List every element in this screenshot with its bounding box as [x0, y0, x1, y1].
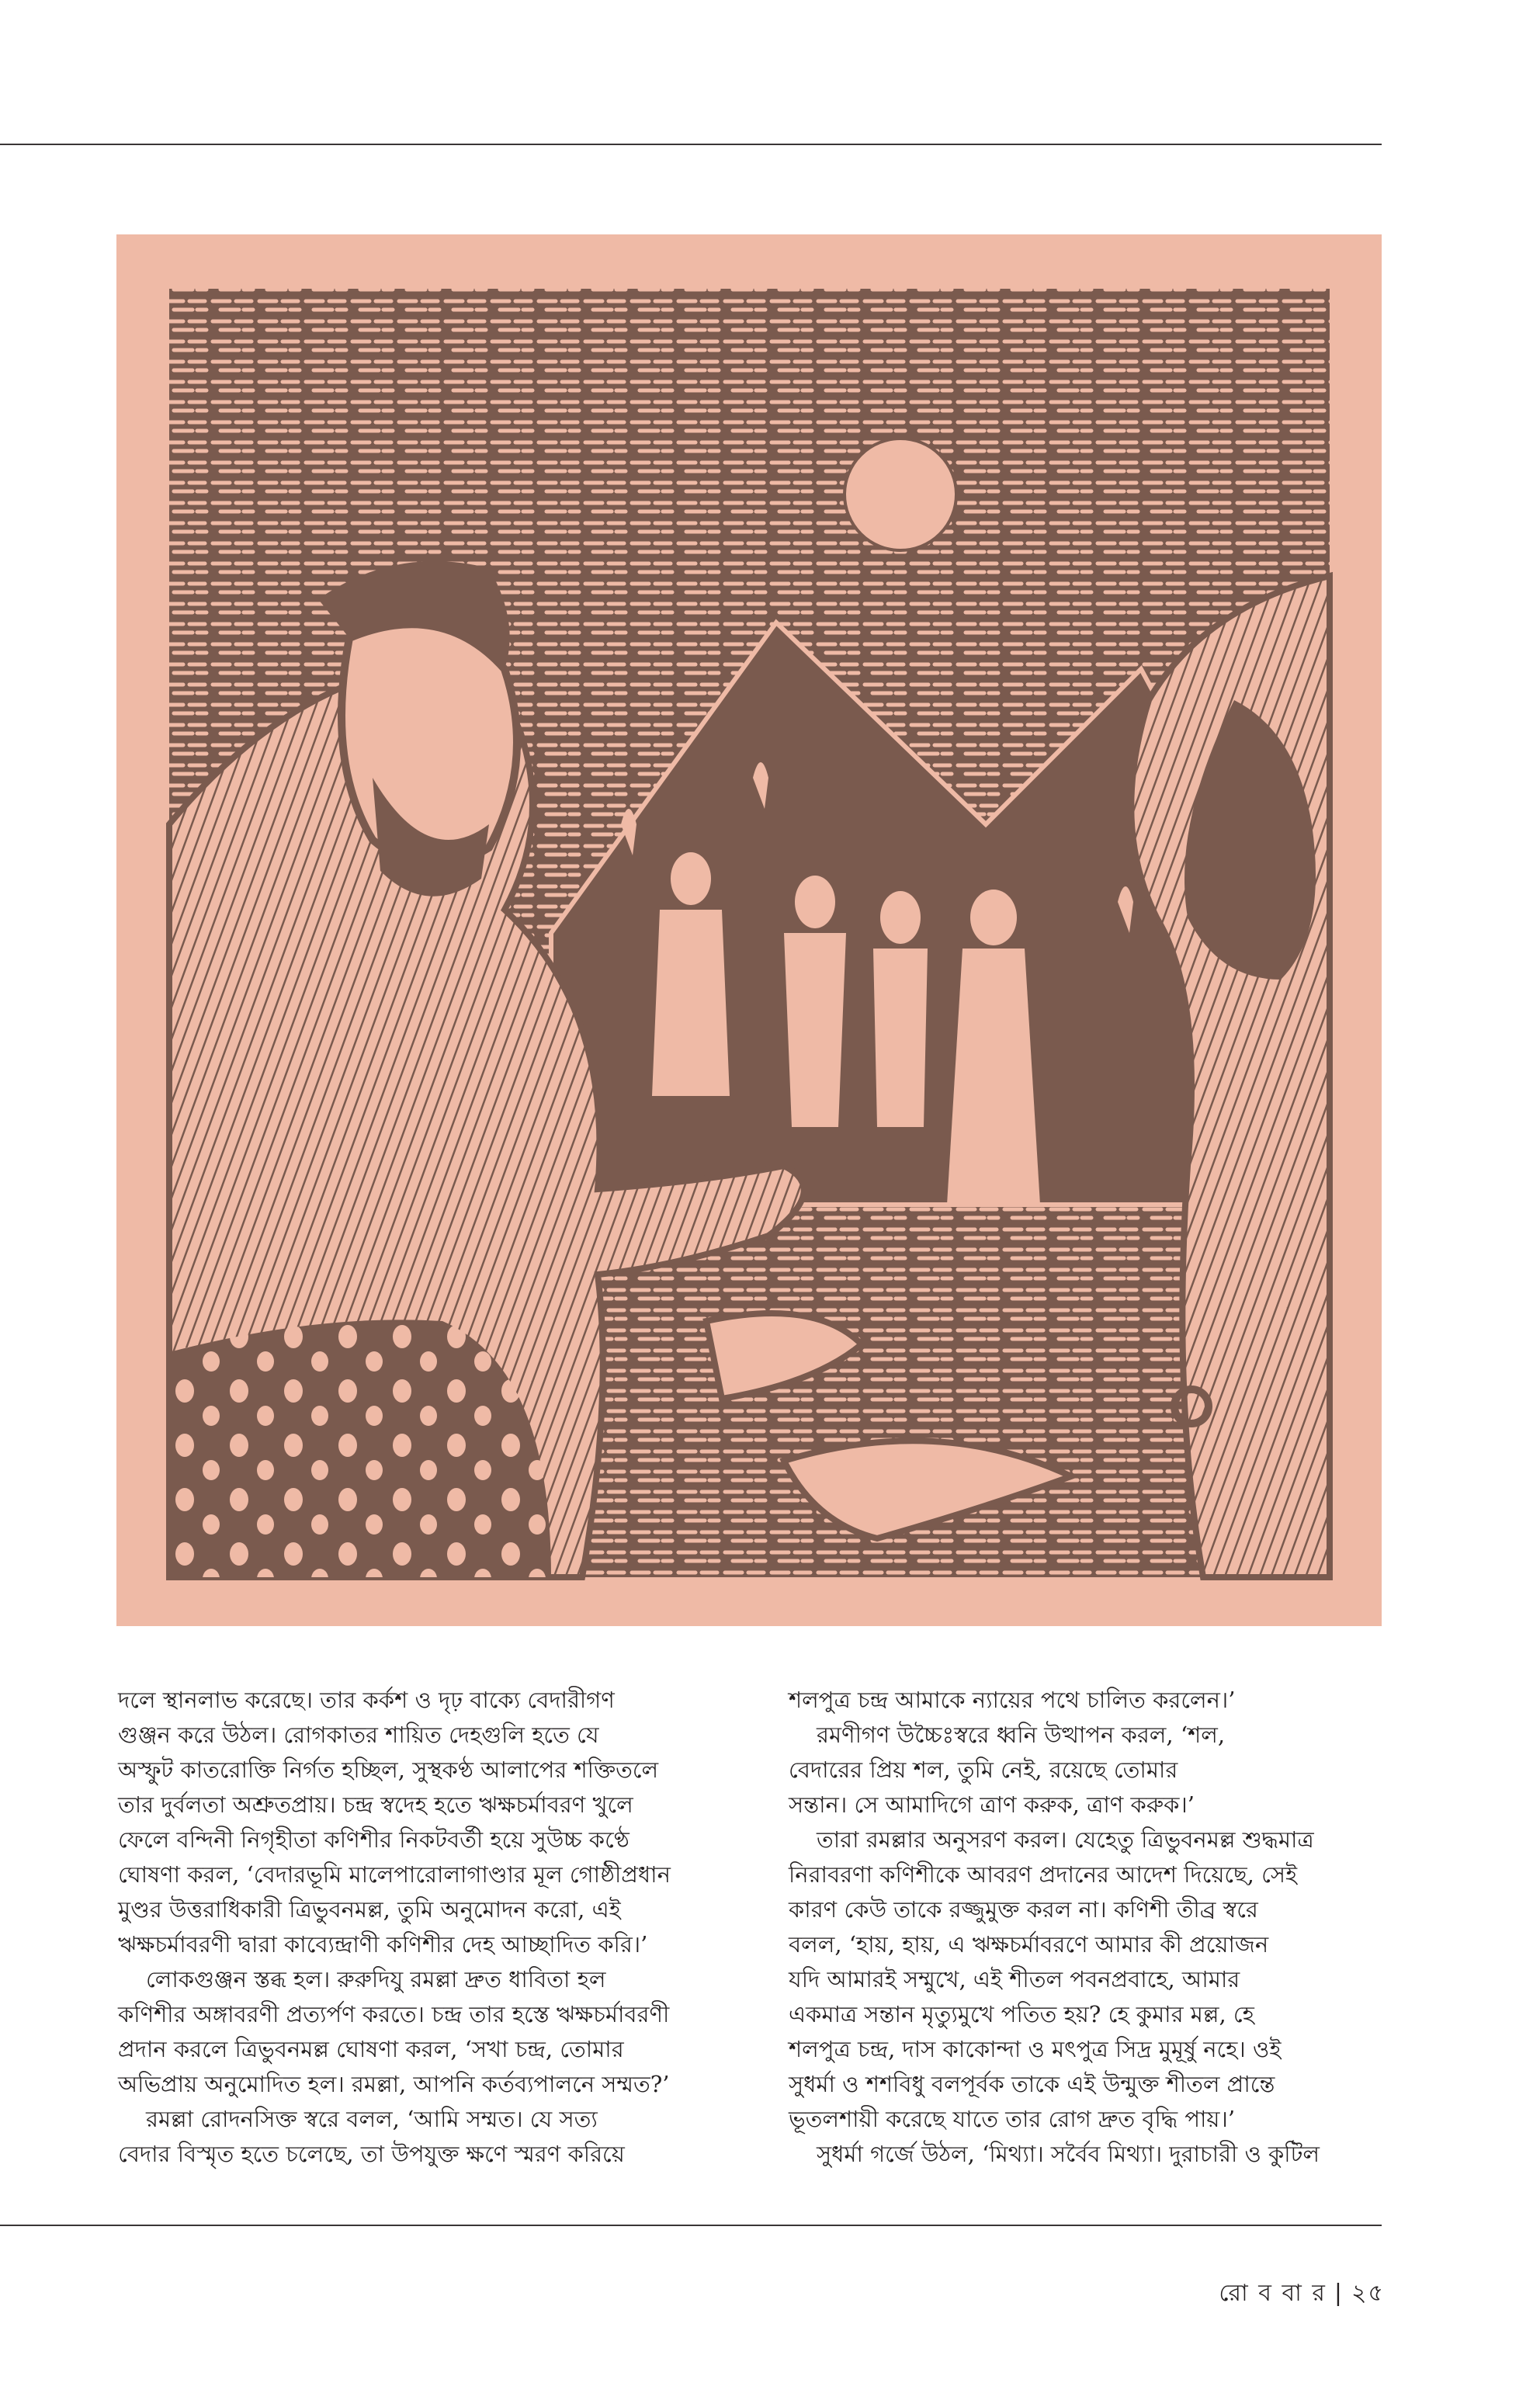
text-line: কণিশীর অঙ্গাবরণী প্রত্যর্পণ করতে। চন্দ্র তার হস্তে ঋক্ষচর্মাবরণী	[118, 2001, 670, 2027]
left-man-face	[342, 624, 517, 865]
text-line: শলপুত্র চন্দ্র, দাস কাকোন্দা ও মৎপুত্র সিদ্র মুমূর্ষু নহে। ওই	[789, 2036, 1282, 2062]
page-number: ২৫	[1351, 2280, 1385, 2307]
woodcut-illustration	[116, 234, 1382, 1626]
text-line: ঋক্ষচর্মাবরণী দ্বারা কাব্যেন্দ্রাণী কণিশীর দেহ আচ্ছাদিত করি।’	[118, 1931, 648, 1958]
right-text-column	[789, 1683, 1363, 2172]
text-line: তারা রমল্লার অনুসরণ করল। যেহেতু ত্রিভুবনমল্ল শুদ্ধমাত্র	[817, 1826, 1314, 1853]
left-text-column	[118, 1683, 692, 2172]
text-line: রমণীগণ উচ্চৈঃস্বরে ধ্বনি উত্থাপন করল, ‘শল,	[817, 1722, 1226, 1748]
text-line: ফেলে বন্দিনী নিগৃহীতা কণিশীর নিকটবর্তী হয়ে সুউচ্চ কণ্ঠে	[118, 1826, 630, 1853]
footer-separator: |	[1334, 2280, 1344, 2307]
text-line: কারণ কেউ তাকে রজ্জুমুক্ত করল না। কণিশী তীব্র স্বরে	[789, 1896, 1258, 1923]
text-line: বেদার বিস্মৃত হতে চলেছে, তা উপযুক্ত ক্ষণে স্মরণ করিয়ে	[118, 2141, 625, 2167]
text-line: সুধর্মা গর্জে উঠল, ‘মিথ্যা। সর্বৈব মিথ্যা। দুরাচারী ও কুটিল	[817, 2141, 1320, 2167]
text-line: দলে স্থানলাভ করেছে। তার কর্কশ ও দৃঢ় বাক্যে বেদারীগণ	[118, 1687, 615, 1713]
text-line: সন্তান। সে আমাদিগে ত্রাণ করুক, ত্রাণ করুক।’	[789, 1791, 1195, 1818]
text-line: বেদারের প্রিয় শল, তুমি নেই, রয়েছে তোমার	[789, 1757, 1178, 1783]
top-rule	[0, 144, 1382, 145]
text-line: প্রদান করলে ত্রিভুবনমল্ল ঘোষণা করল, ‘সখা চন্দ্র, তোমার	[118, 2036, 624, 2062]
text-line: অভিপ্রায় অনুমোদিত হল। রমল্লা, আপনি কর্তব্যপালনে সম্মত?’	[118, 2071, 670, 2097]
text-line: অস্ফুট কাতরোক্তি নির্গত হচ্ছিল, সুস্থকণ্ঠ আলাপের শক্তিতলে	[118, 1757, 659, 1783]
text-line: ভূতলশায়ী করেছে যাতে তার রোগ দ্রুত বৃদ্ধি পায়।’	[789, 2106, 1236, 2132]
magazine-name: রো ব বা র	[1219, 2280, 1327, 2307]
illustration-art	[116, 234, 1382, 1626]
text-line: মুণ্ডর উত্তরাধিকারী ত্রিভুবনমল্ল, তুমি অনুমোদন করো, এই	[118, 1896, 621, 1923]
text-line: ঘোষণা করল, ‘বেদারভূমি মালেপারোলাগাণ্ডার মূল গোষ্ঠীপ্রধান	[118, 1861, 671, 1888]
text-line: তার দুর্বলতা অশ্রুতপ্রায়। চন্দ্র স্বদেহ হতে ঋক্ষচর্মাবরণ খুলে	[118, 1791, 633, 1818]
page-footer	[1219, 2274, 1385, 2314]
text-line: বলল, ‘হায়, হায়, এ ঋক্ষচর্মাবরণে আমার কী প্রয়োজন	[789, 1931, 1269, 1958]
text-line: যদি আমারই সম্মুখে, এই শীতল পবনপ্রবাহে, আমার	[789, 1966, 1240, 1992]
text-line: নিরাবরণা কণিশীকে আবরণ প্রদানের আদেশ দিয়েছে, সেই	[789, 1861, 1298, 1888]
text-line: শলপুত্র চন্দ্র আমাকে ন্যায়ের পথে চালিত করলেন।’	[789, 1687, 1236, 1713]
bottom-rule	[0, 2225, 1382, 2226]
text-line: সুধর্মা ও শশবিধু বলপূর্বক তাকে এই উন্মুক্ত শীতল প্রান্তে	[789, 2071, 1275, 2097]
text-line: গুঞ্জন করে উঠল। রোগকাতর শায়িত দেহগুলি হতে যে	[118, 1722, 599, 1748]
text-line: একমাত্র সন্তান মৃত্যুমুখে পতিত হয়? হে কুমার মল্ল, হে	[789, 2001, 1254, 2027]
moon-icon	[845, 439, 956, 550]
text-line: রমল্লা রোদনসিক্ত স্বরে বলল, ‘আমি সম্মত। যে সত্য	[146, 2106, 598, 2132]
text-line: লোকগুঞ্জন স্তব্ধ হল। রুরুদিযু রমল্লা দ্রুত ধাবিতা হল	[146, 1966, 606, 1992]
